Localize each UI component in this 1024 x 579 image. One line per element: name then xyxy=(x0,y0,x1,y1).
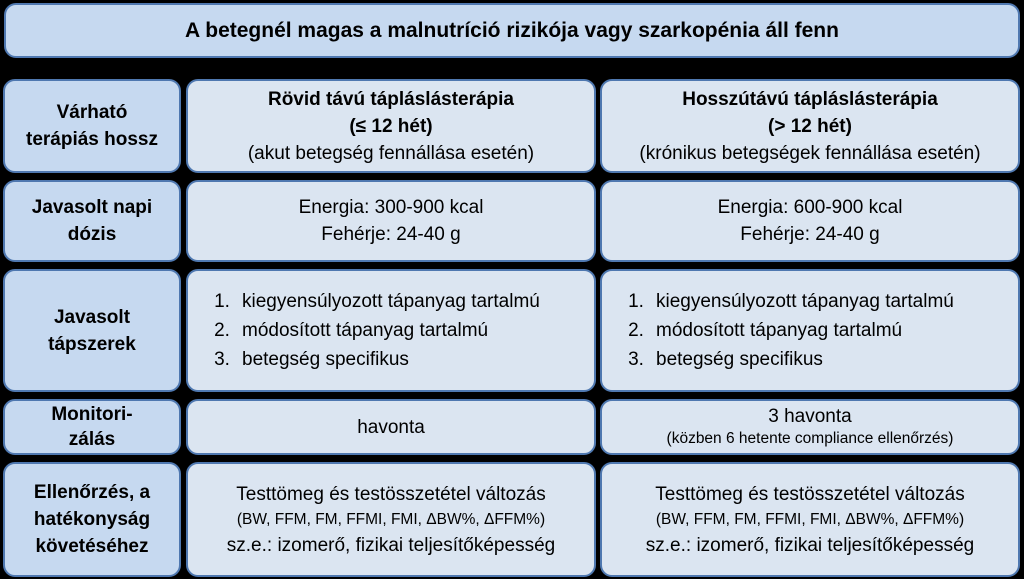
cell-duration-long xyxy=(600,79,1020,173)
main-title-box xyxy=(4,3,1020,58)
cell-control-short xyxy=(186,462,596,577)
row-label-dose xyxy=(3,180,181,262)
label-line: hatékonyság xyxy=(33,509,151,530)
row-label-control xyxy=(3,462,181,577)
cell-formula-short xyxy=(186,269,596,392)
long-therapy-weeks: (> 12 hét) xyxy=(768,115,852,137)
cell-control-long xyxy=(600,462,1020,577)
cell-duration-short xyxy=(186,79,596,173)
long-therapy-note: (krónikus betegségek fennállása esetén) xyxy=(639,142,981,164)
list-item: 3. betegség specifikus xyxy=(214,349,409,370)
short-therapy-title: Rövid távú tápláslásterápia xyxy=(267,88,515,110)
label-line: Javasolt xyxy=(53,306,131,328)
cell-monitoring-long xyxy=(600,399,1020,455)
label-line: zálás xyxy=(68,429,116,450)
list-item: 3. betegség specifikus xyxy=(628,349,823,370)
list-item: 1. kiegyensúlyozott tápanyag tartalmú xyxy=(214,291,540,312)
label-line: dózis xyxy=(67,224,117,245)
label-line: terápiás hossz xyxy=(26,129,158,150)
dose-protein: Fehérje: 24-40 g xyxy=(321,224,461,245)
list-item: 2. módosított tápanyag tartalmú xyxy=(628,320,903,341)
cell-formula-long xyxy=(600,269,1020,392)
row-label-duration xyxy=(3,79,181,173)
main-title: A betegnél magas a malnutríció rizikója vagy szarkopénia áll fenn xyxy=(185,18,839,42)
row-label-formula xyxy=(3,269,181,392)
monitoring-frequency: havonta xyxy=(357,416,425,438)
dose-protein: Fehérje: 24-40 g xyxy=(740,224,880,245)
short-therapy-weeks: (≤ 12 hét) xyxy=(349,115,433,137)
label-line: Javasolt napi xyxy=(31,197,153,218)
label-line: tápszerek xyxy=(48,333,136,355)
dose-energy: Energia: 600-900 kcal xyxy=(717,197,903,218)
label-line: követéséhez xyxy=(35,536,149,557)
formula-list xyxy=(602,287,954,374)
control-metrics: (BW, FFM, FM, FFMI, FMI, ΔBW%, ΔFFM%) xyxy=(236,510,546,528)
dose-energy: Energia: 300-900 kcal xyxy=(298,197,484,218)
long-therapy-title: Hosszútávú tápláslásterápia xyxy=(682,88,938,110)
control-extra: sz.e.: izomerő, fizikai teljesítőképesség xyxy=(226,534,556,556)
formula-list xyxy=(188,287,540,374)
cell-dose-short xyxy=(186,180,596,262)
label-line: Monitori- xyxy=(51,404,133,425)
monitoring-frequency: 3 havonta xyxy=(768,406,852,427)
list-item: 1. kiegyensúlyozott tápanyag tartalmú xyxy=(628,291,954,312)
control-metrics: (BW, FFM, FM, FFMI, FMI, ΔBW%, ΔFFM%) xyxy=(655,510,965,528)
cell-dose-long xyxy=(600,180,1020,262)
monitoring-note: (közben 6 hetente compliance ellenőrzés) xyxy=(666,430,954,447)
control-main: Testtömeg és testösszetétel változás xyxy=(236,483,546,505)
list-item: 2. módosított tápanyag tartalmú xyxy=(214,320,489,341)
row-label-monitoring xyxy=(3,399,181,455)
label-line: Ellenőrzés, a xyxy=(33,482,151,503)
label-line: Várható xyxy=(56,102,128,123)
control-extra: sz.e.: izomerő, fizikai teljesítőképesség xyxy=(645,534,975,556)
control-main: Testtömeg és testösszetétel változás xyxy=(655,483,965,505)
cell-monitoring-short xyxy=(186,399,596,455)
short-therapy-note: (akut betegség fennállása esetén) xyxy=(247,142,535,164)
